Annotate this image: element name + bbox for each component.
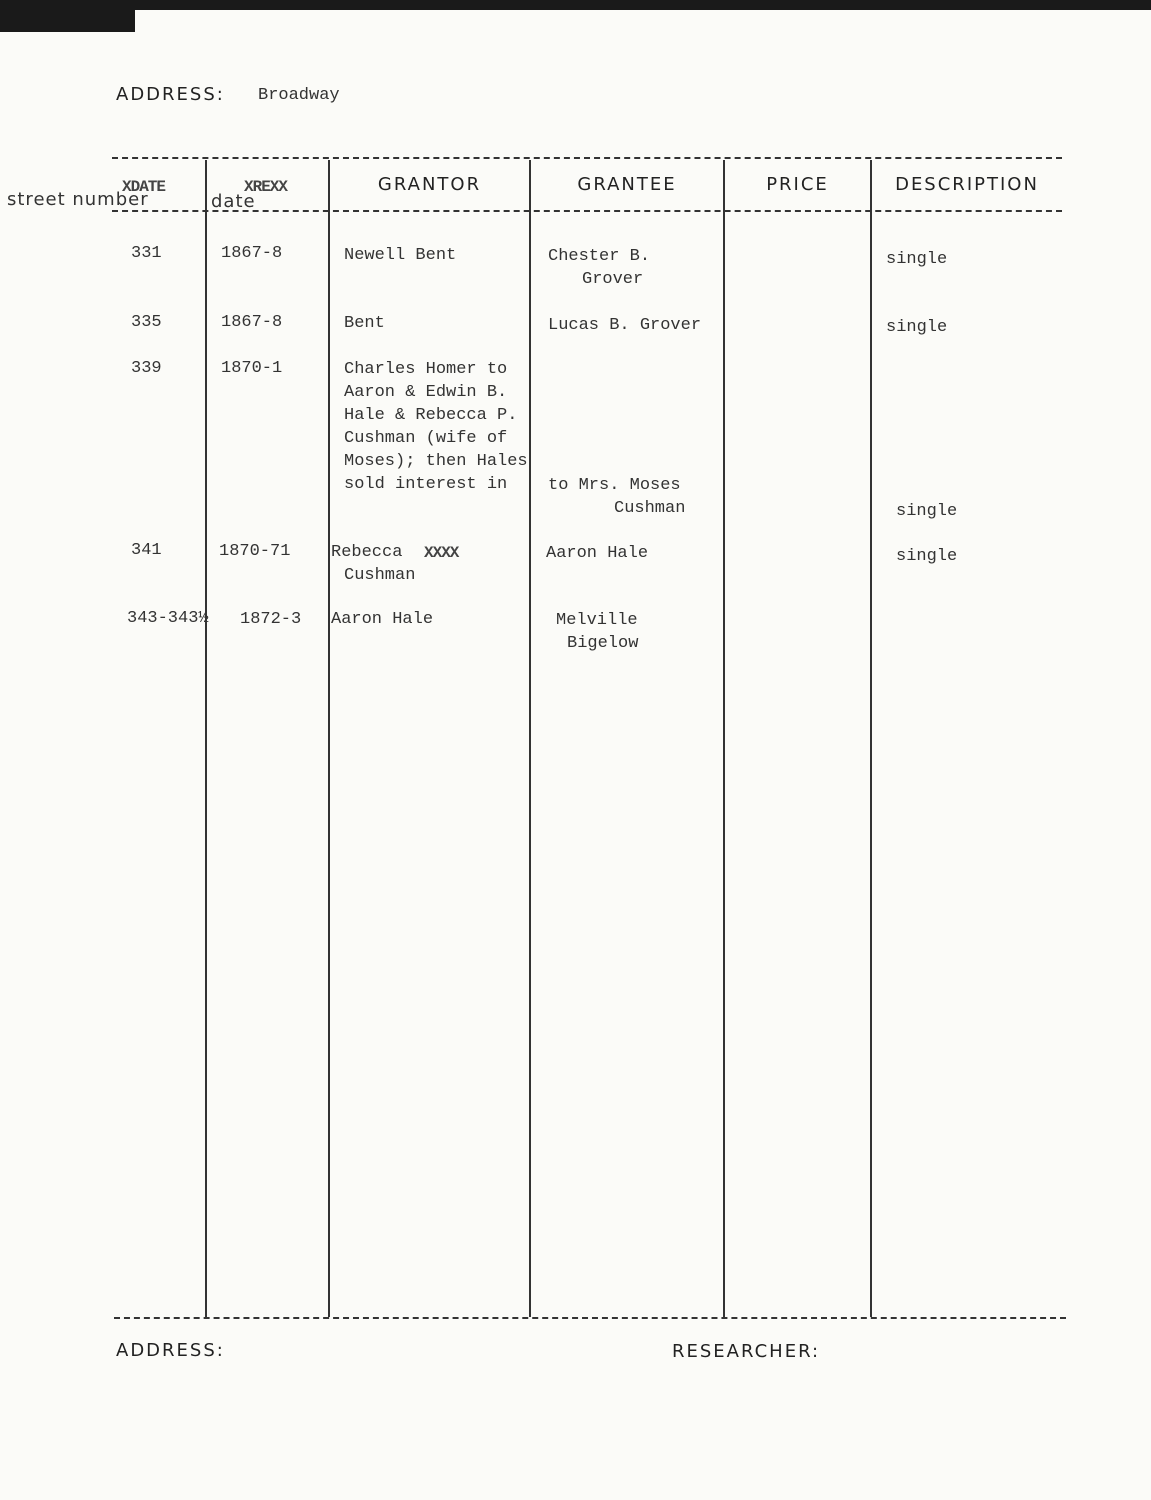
struck-header-1: XDATE: [122, 178, 166, 196]
description: single: [886, 318, 948, 337]
table-bottom-rule: [114, 1317, 1066, 1319]
grantor: Aaron & Edwin B.: [344, 383, 508, 402]
footer-address-label: ADDRESS:: [116, 1340, 225, 1361]
grantee: Lucas B. Grover: [548, 316, 702, 335]
header-grantee: GRANTEE: [577, 174, 677, 195]
date: 1867-8: [221, 244, 283, 263]
street-number: 331: [131, 244, 162, 263]
date: 1867-8: [221, 313, 283, 332]
grantee: Bigelow: [567, 634, 639, 653]
grantor: Cushman (wife of: [344, 429, 508, 448]
column-divider: [723, 160, 725, 1317]
street-number: 339: [131, 359, 162, 378]
grantor: Moses); then Hales: [344, 452, 528, 471]
grantor: Aaron Hale: [331, 610, 434, 629]
header-street-number: street number: [7, 189, 149, 210]
street-number: 341: [131, 541, 162, 560]
column-divider: [529, 160, 531, 1317]
grantee: to Mrs. Moses: [548, 476, 681, 495]
header-date: date: [211, 191, 256, 212]
date: 1872-3: [240, 610, 302, 629]
struck-header-2: XREXX: [244, 178, 288, 196]
grantee: Chester B.: [548, 247, 651, 266]
header-description: DESCRIPTION: [895, 174, 1039, 195]
footer-researcher-label: RESEARCHER:: [672, 1341, 821, 1362]
document-page: [0, 10, 1151, 1500]
date: 1870-71: [219, 542, 291, 561]
column-divider: [205, 160, 207, 1317]
address-value: Broadway: [258, 86, 340, 105]
grantor: Charles Homer to: [344, 360, 508, 379]
grantor: Rebecca: [331, 543, 403, 562]
table-top-rule: [112, 157, 1062, 159]
grantor: Newell Bent: [344, 246, 457, 265]
grantor: Cushman: [344, 566, 416, 585]
struck-text: XXXX: [424, 544, 459, 562]
column-divider: [870, 160, 872, 1317]
grantee: Aaron Hale: [546, 544, 649, 563]
grantee: Grover: [582, 270, 644, 289]
header-price: PRICE: [766, 174, 829, 195]
address-label: ADDRESS:: [116, 84, 225, 105]
header-grantor: GRANTOR: [377, 174, 482, 195]
grantee: Melville: [556, 611, 638, 630]
scan-edge-mark: [0, 10, 135, 32]
description: single: [896, 547, 958, 566]
street-number: 335: [131, 313, 162, 332]
description: single: [896, 502, 958, 521]
description: single: [886, 250, 948, 269]
grantor: sold interest in: [344, 475, 508, 494]
column-divider: [328, 160, 330, 1317]
date: 1870-1: [221, 359, 283, 378]
street-number: 343-343½: [127, 609, 209, 628]
grantee: Cushman: [614, 499, 686, 518]
grantor: Hale & Rebecca P.: [344, 406, 518, 425]
grantor: Bent: [344, 314, 385, 333]
